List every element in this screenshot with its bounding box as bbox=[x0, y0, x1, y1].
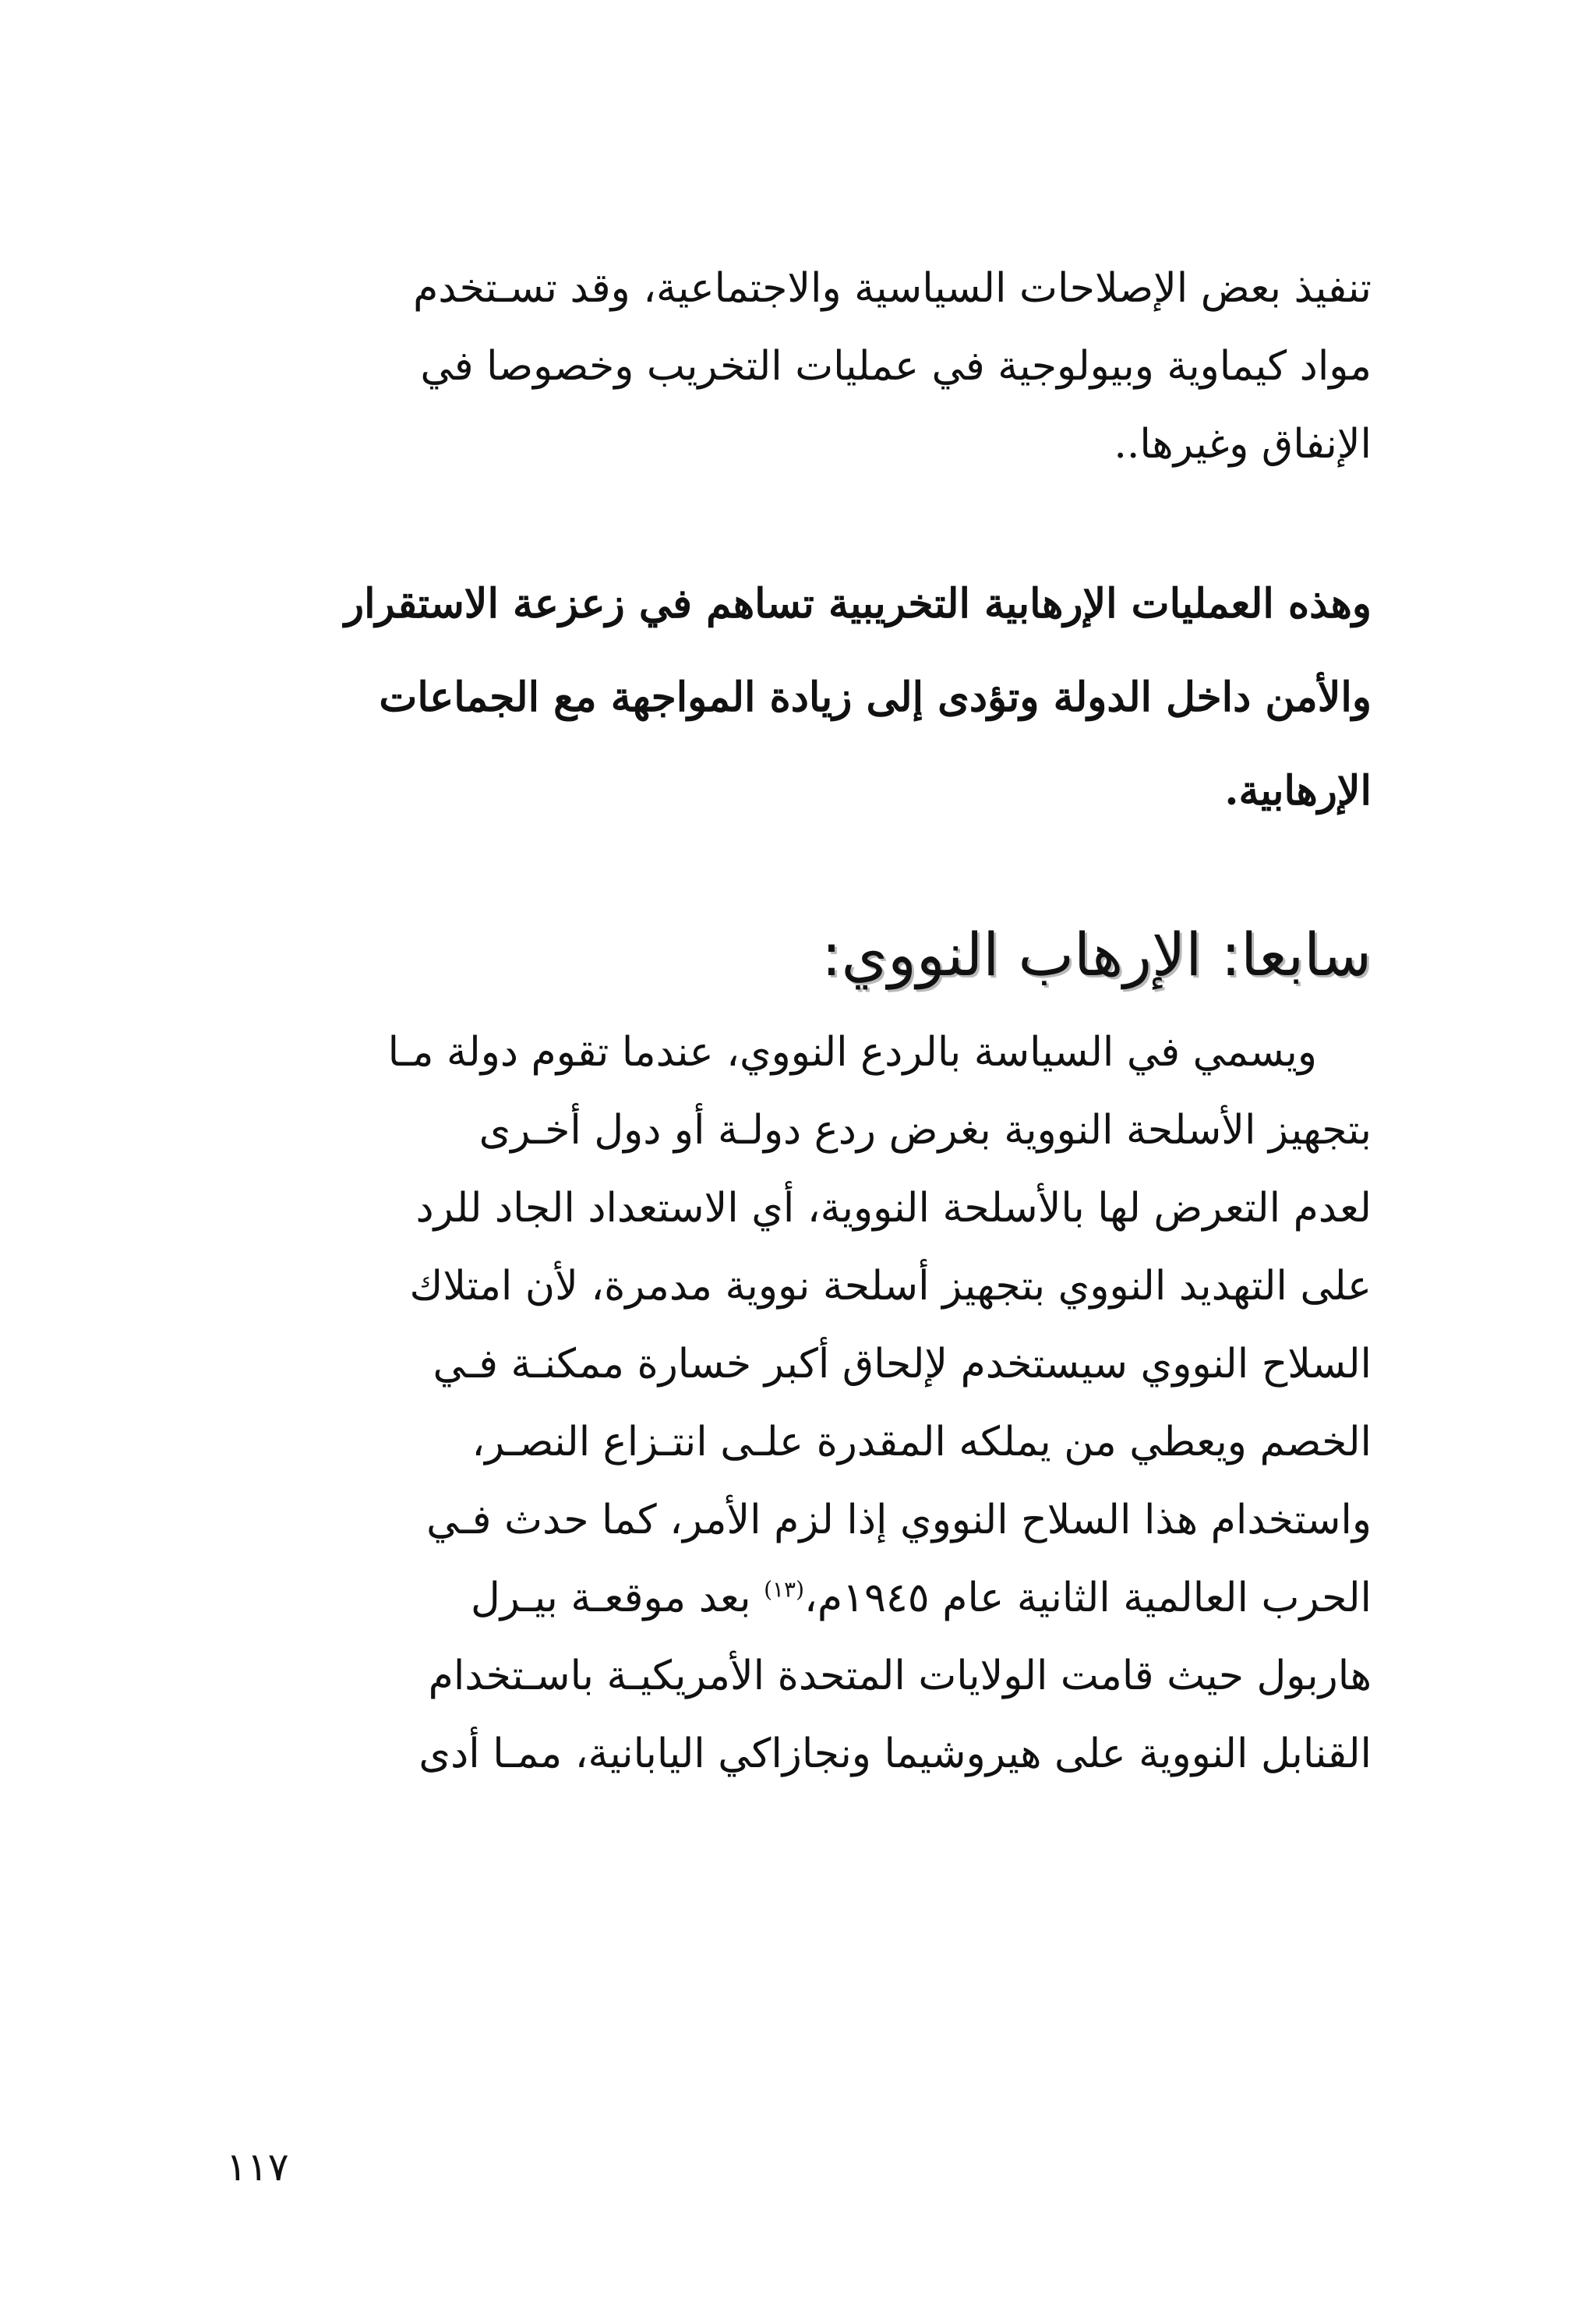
paragraph-1 bbox=[234, 249, 1372, 483]
paragraph-line: القنابل النووية على هيروشيما ونجازاكي اليابانية، ممـا أدى bbox=[418, 1731, 1372, 1777]
page-number: ١١٧ bbox=[226, 2144, 289, 2190]
paragraph-line: تنفيذ بعض الإصلاحات السياسية والاجتماعية، وقد تسـتخدم bbox=[413, 265, 1372, 312]
line-text: الحرب العالمية الثانية عام ١٩٤٥م، bbox=[804, 1575, 1372, 1621]
footnote-reference[interactable]: (١٣) bbox=[764, 1576, 805, 1603]
paragraph-line: مواد كيماوية وبيولوجية في عمليات التخريب وخصوصا في bbox=[420, 343, 1372, 390]
paragraph-line: السلاح النووي سيستخدم لإلحاق أكبر خسارة ممكنـة فـي bbox=[433, 1341, 1372, 1388]
paragraph-3 bbox=[234, 1013, 1372, 1793]
paragraph-line: ويسمي في السياسة بالردع النووي، عندما تقوم دولة مـا bbox=[387, 1029, 1317, 1076]
paragraph-line: والأمن داخل الدولة وتؤدى إلى زيادة المواجهة مع الجماعات bbox=[379, 673, 1372, 721]
section-heading: سابعا: الإرهاب النووي: bbox=[821, 920, 1372, 989]
paragraph-line: وهذه العمليات الإرهابية التخريبية تساهم في زعزعة الاستقرار bbox=[344, 580, 1372, 628]
paragraph-line: لعدم التعرض لها بالأسلحة النووية، أي الاستعداد الجاد للرد bbox=[415, 1185, 1372, 1232]
paragraph-line: الخصم ويعطي من يملكه المقدرة علـى انتـزاع النصـر، bbox=[471, 1419, 1372, 1465]
paragraph-2-bold bbox=[234, 557, 1372, 838]
paragraph-line-with-footnote bbox=[234, 1559, 1372, 1637]
paragraph-line: واستخدام هذا السلاح النووي إذا لزم الأمر، كما حدث فـي bbox=[426, 1497, 1372, 1543]
paragraph-line: بتجهيز الأسلحة النووية بغرض ردع دولـة أو دول أخـرى bbox=[478, 1107, 1372, 1154]
paragraph-line: هاربول حيث قامت الولايات المتحدة الأمريكيـة باسـتخدام bbox=[428, 1653, 1372, 1699]
paragraph-line: الإنفاق وغيرها.. bbox=[1114, 421, 1372, 468]
paragraph-line: على التهديد النووي بتجهيز أسلحة نووية مدمرة، لأن امتلاك bbox=[409, 1263, 1372, 1310]
paragraph-line: الإرهابية. bbox=[1224, 767, 1372, 815]
line-text: بعد موقعـة بيـرل bbox=[470, 1575, 764, 1621]
